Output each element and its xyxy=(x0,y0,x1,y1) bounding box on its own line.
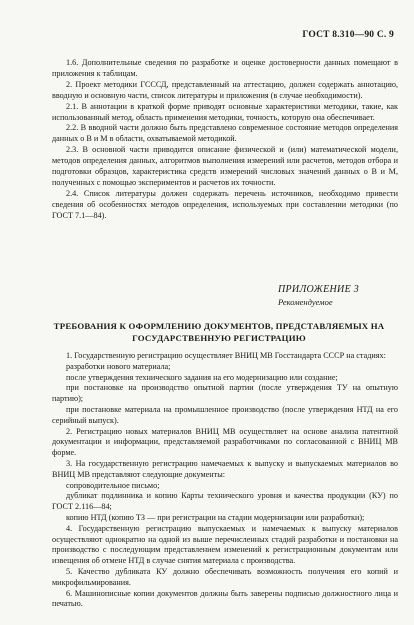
appendix-subtitle: Рекомендуемое xyxy=(278,297,333,307)
paragraph: при постановке на производство опытной партии (после утверждения ТУ на опытную партию); xyxy=(52,383,398,404)
paragraph: 2.1. В аннотации в краткой форме приводят основные характеристики методики, такие, как использованный метод, область применения методики, точность, которую она обеспечивает. xyxy=(52,101,398,122)
paragraph: 2.3. В основной части приводится описание физической и (или) математической модели, методов определения данных, алгоритмов выполнения измерений или расчетов, методов отбора и подготовки образцов, характеристика средств измерений числовых значений данных о В и М, полученных с помощью экспериментов и расчетов их точности. xyxy=(52,145,398,187)
body-part-1 xyxy=(52,58,398,222)
paragraph: 1. Государственную регистрацию осуществляет ВНИЦ МВ Госстандарта СССР на стадиях: xyxy=(66,351,386,360)
paragraph: после утверждения технического задания на его модернизацию или создание; xyxy=(66,372,338,382)
paragraph: 4. Государственную регистрацию выпускаемых и намечаемых к выпуску материалов осуществляют однократно на одной из выше перечисленных стадий разработки и постановки на производство с последующим представлением изменений к регистрационным документам или извещения об отмене НТД в случае снятия материала с производства. xyxy=(52,523,398,566)
appendix-title: ПРИЛОЖЕНИЕ 3 xyxy=(278,284,360,295)
paragraph: 3. На государственную регистрацию намечаемых к выпуску и выпускаемых материалов во ВНИЦ МВ представляют следующие документы: xyxy=(52,458,398,479)
paragraph: 2. Регистрацию новых материалов ВНИЦ МВ осуществляет на основе анализа патентной документации и информации, представляемой разработчиками по согласованной с ВНИЦ МВ форме. xyxy=(52,426,398,458)
paragraph: дубликат подлинника и копию Карты технического уровня и качества продукции (КУ) по ГОСТ 2.116—84; xyxy=(52,491,398,512)
paragraph: копию НТД (копию ТЗ — при регистрации на стадии модернизации или разработки); xyxy=(66,512,365,522)
paragraph: 5. Качество дубликата КУ должно обеспечивать возможность получения его копий и микрофильмирования. xyxy=(52,566,398,587)
paragraph: 6. Машинописные копии документов должны быть заверены подписью должностного лица и печатью. xyxy=(52,588,398,609)
paragraph: 1.6. Дополнительные сведения по разработке и оценке достоверности данных помещают в приложения к таблицам. xyxy=(52,58,398,78)
paragraph: разработки нового материала; xyxy=(66,361,171,371)
paragraph: 2.4. Список литературы должен содержать перечень источников, необходимо привести сведения об особенностях методов определения, используемых при составлении методики (по ГОСТ 7.1—84). xyxy=(52,188,398,220)
section-title: ТРЕБОВАНИЯ К ОФОРМЛЕНИЮ ДОКУМЕНТОВ, ПРЕДСТАВЛЯЕМЫХ НА ГОСУДАРСТВЕННУЮ РЕГИСТРАЦИЮ xyxy=(53,321,385,343)
paragraph: при постановке материала на промышленное производство (после утверждения НТД на его серийный выпуск). xyxy=(52,404,398,425)
appendix-label xyxy=(278,284,388,308)
paragraph: 2.2. В вводной части должно быть представлено современное состояние методов определения данных о В и М в области, охватываемой методикой. xyxy=(52,123,398,144)
paragraph: 2. Проект методики ГСССД, представленный на аттестацию, должен содержать аннотацию, вводную и основную части, список литературы и приложения (в случае необходимости). xyxy=(52,79,398,100)
paragraph: сопроводительное письмо; xyxy=(66,480,160,490)
body-part-2 xyxy=(52,351,398,610)
page-header: ГОСТ 8.310—90 С. 9 xyxy=(302,30,394,40)
